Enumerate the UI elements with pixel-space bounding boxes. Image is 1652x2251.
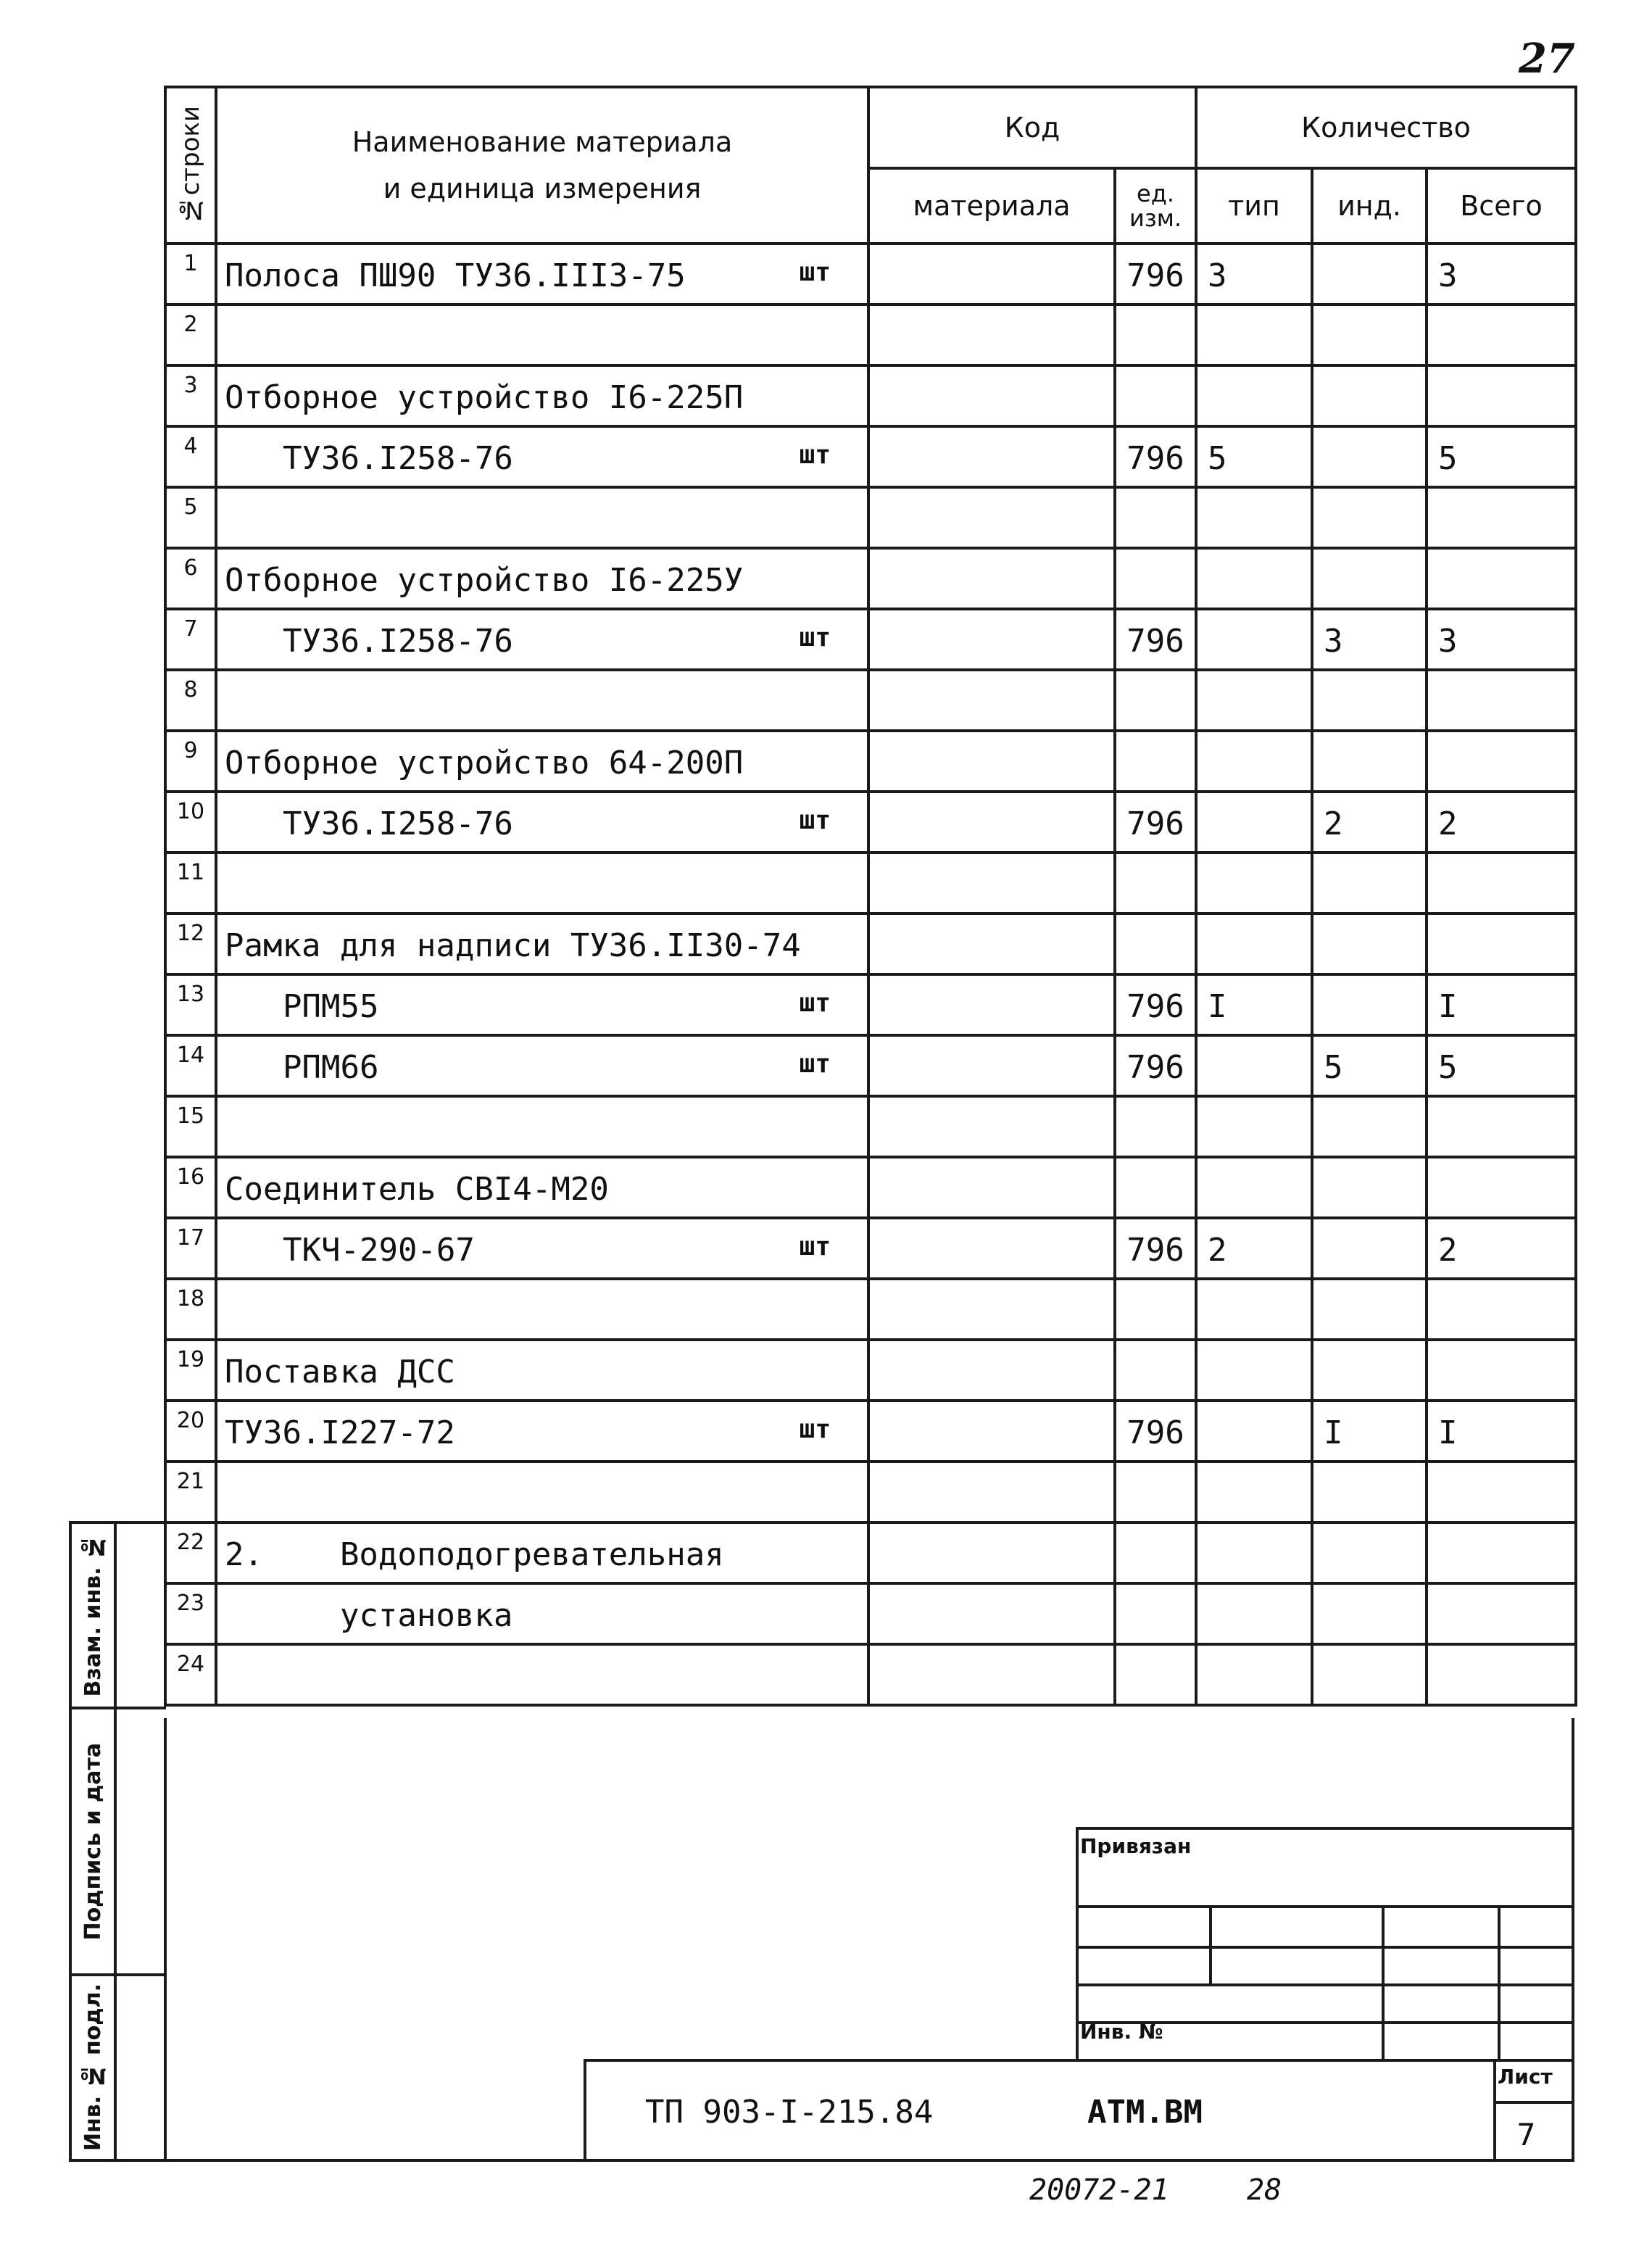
material-name-cell: [216, 1644, 868, 1705]
material-name: ТУ36.I258-76: [283, 623, 513, 660]
unit-code: [1115, 913, 1196, 974]
row-number: 10: [165, 792, 216, 853]
qty-type: [1196, 670, 1312, 731]
unit-label: шт: [799, 257, 831, 287]
qty-ind: 2: [1312, 792, 1427, 853]
material-name: установка: [225, 1597, 513, 1634]
document-code: ТП 903-I-215.84: [645, 2094, 934, 2131]
material-code: [868, 731, 1115, 792]
qty-ind: I: [1312, 1401, 1427, 1462]
vzam-inv-cell: Взам. инв. №: [72, 1524, 117, 1707]
row-number: 19: [165, 1340, 216, 1401]
margin-stamp: [69, 1521, 166, 2162]
material-code: [868, 1218, 1115, 1279]
qty-type: [1196, 1157, 1312, 1218]
table-row: [165, 670, 1576, 731]
material-code: [868, 670, 1115, 731]
quantity-header: Количество: [1196, 87, 1576, 168]
qty-total: [1427, 1279, 1576, 1340]
material-code: [868, 609, 1115, 670]
qty-ind: [1312, 304, 1427, 365]
material-name: Отборное устройство 64-200П: [225, 745, 744, 782]
footer-order-number: 20072-21: [1029, 2173, 1169, 2207]
name-header-line2: и единица измерения: [383, 173, 702, 204]
unit-code: [1115, 853, 1196, 913]
qty-type: [1196, 304, 1312, 365]
unit-code: [1115, 1157, 1196, 1218]
qty-type: [1196, 1522, 1312, 1583]
qty-total: 3: [1427, 244, 1576, 304]
qty-total: [1427, 1340, 1576, 1401]
material-name-cell: [216, 244, 868, 304]
qty-ind: [1312, 974, 1427, 1035]
qty-ind: [1312, 1522, 1427, 1583]
material-name-cell: [216, 426, 868, 487]
unit-label: шт: [799, 988, 831, 1018]
name-header: [216, 87, 868, 244]
unit-label: шт: [799, 1232, 831, 1261]
material-code: [868, 1644, 1115, 1705]
unit-code: 796: [1115, 1401, 1196, 1462]
table-row: [165, 853, 1576, 913]
table-row: [165, 731, 1576, 792]
material-name: ТУ36.I258-76: [283, 805, 513, 842]
total-qty-header: Всего: [1427, 168, 1576, 244]
qty-type: [1196, 365, 1312, 426]
qty-ind: [1312, 1279, 1427, 1340]
qty-ind: [1312, 1218, 1427, 1279]
inv-number-label: Инв. №: [1080, 2020, 1163, 2044]
ind-qty-header: инд.: [1312, 168, 1427, 244]
qty-ind: [1312, 1583, 1427, 1644]
material-code: [868, 548, 1115, 609]
material-name-cell: [216, 1340, 868, 1401]
material-code: [868, 426, 1115, 487]
qty-total: [1427, 1462, 1576, 1522]
material-name-cell: [216, 913, 868, 974]
material-code: [868, 792, 1115, 853]
material-name-cell: [216, 853, 868, 913]
material-name-cell: [216, 365, 868, 426]
table-row: [165, 1340, 1576, 1401]
qty-ind: [1312, 365, 1427, 426]
table-row: [165, 304, 1576, 365]
material-code: [868, 1157, 1115, 1218]
unit-code: 796: [1115, 426, 1196, 487]
qty-total: 2: [1427, 792, 1576, 853]
material-code: [868, 1522, 1115, 1583]
row-number: 12: [165, 913, 216, 974]
row-number: 7: [165, 609, 216, 670]
qty-total: [1427, 853, 1576, 913]
qty-type: [1196, 913, 1312, 974]
row-number: 20: [165, 1401, 216, 1462]
qty-type: I: [1196, 974, 1312, 1035]
material-name: Рамка для надписи ТУ36.II30-74: [225, 927, 801, 964]
material-code: [868, 1462, 1115, 1522]
table-row: [165, 548, 1576, 609]
row-number: 21: [165, 1462, 216, 1522]
qty-total: [1427, 1583, 1576, 1644]
qty-total: [1427, 731, 1576, 792]
row-number: 6: [165, 548, 216, 609]
frame-right-border: [1572, 1718, 1574, 2162]
qty-ind: [1312, 853, 1427, 913]
material-name-cell: [216, 609, 868, 670]
table-row: [165, 974, 1576, 1035]
material-name-cell: [216, 1583, 868, 1644]
unit-code: [1115, 365, 1196, 426]
qty-type: 5: [1196, 426, 1312, 487]
unit-code: [1115, 548, 1196, 609]
unit-code: 796: [1115, 1218, 1196, 1279]
qty-type: [1196, 1279, 1312, 1340]
unit-label: шт: [799, 805, 831, 835]
unit-label: шт: [799, 440, 831, 470]
table-row: [165, 792, 1576, 853]
unit-code: [1115, 1340, 1196, 1401]
qty-total: [1427, 1157, 1576, 1218]
qty-total: [1427, 1096, 1576, 1157]
material-code: [868, 1401, 1115, 1462]
material-name-cell: [216, 1462, 868, 1522]
row-number: 5: [165, 487, 216, 548]
material-code: [868, 487, 1115, 548]
qty-type: [1196, 731, 1312, 792]
unit-code: [1115, 1522, 1196, 1583]
qty-type: [1196, 1583, 1312, 1644]
qty-ind: [1312, 731, 1427, 792]
material-code: [868, 1035, 1115, 1096]
qty-type: [1196, 1035, 1312, 1096]
material-name: 2. Водоподогревательная: [225, 1536, 724, 1573]
material-code: [868, 913, 1115, 974]
material-name: Отборное устройство I6-225П: [225, 379, 744, 416]
row-number: 11: [165, 853, 216, 913]
qty-ind: [1312, 426, 1427, 487]
material-name-cell: [216, 974, 868, 1035]
table-row: [165, 1522, 1576, 1583]
row-number: 4: [165, 426, 216, 487]
sheet-number: 7: [1516, 2117, 1536, 2152]
material-code: [868, 365, 1115, 426]
type-qty-header: тип: [1196, 168, 1312, 244]
unit-label: шт: [799, 623, 831, 652]
material-code: [868, 853, 1115, 913]
footer-page-number: 28: [1247, 2173, 1282, 2207]
qty-ind: [1312, 913, 1427, 974]
material-name-cell: [216, 670, 868, 731]
material-name-cell: [216, 1035, 868, 1096]
unit-code: [1115, 731, 1196, 792]
unit-code: 796: [1115, 974, 1196, 1035]
specification-table: [164, 86, 1577, 1707]
qty-total: [1427, 487, 1576, 548]
unit-code: 796: [1115, 244, 1196, 304]
page-number: 27: [1519, 35, 1575, 83]
material-name-cell: [216, 304, 868, 365]
sheet-label: Лист: [1498, 2065, 1553, 2089]
qty-ind: 5: [1312, 1035, 1427, 1096]
qty-type: [1196, 1096, 1312, 1157]
table-row: [165, 365, 1576, 426]
unit-code: 796: [1115, 792, 1196, 853]
unit-code: [1115, 1583, 1196, 1644]
row-number: 1: [165, 244, 216, 304]
qty-ind: [1312, 244, 1427, 304]
row-number: 15: [165, 1096, 216, 1157]
privyazan-label: Привязан: [1080, 1834, 1192, 1858]
material-name: Отборное устройство I6-225У: [225, 562, 744, 599]
material-name-cell: [216, 1096, 868, 1157]
row-number: 17: [165, 1218, 216, 1279]
qty-total: [1427, 304, 1576, 365]
qty-ind: [1312, 1340, 1427, 1401]
unit-code: [1115, 1279, 1196, 1340]
material-name: РПМ66: [283, 1049, 379, 1086]
material-name: Поставка ДСС: [225, 1353, 455, 1390]
row-number: 3: [165, 365, 216, 426]
material-name: ТУ36.I227-72: [225, 1414, 455, 1451]
table-row: [165, 1583, 1576, 1644]
material-code: [868, 1096, 1115, 1157]
table-row: [165, 609, 1576, 670]
table-row: [165, 1035, 1576, 1096]
unit-code: [1115, 1644, 1196, 1705]
qty-ind: [1312, 1462, 1427, 1522]
qty-ind: [1312, 487, 1427, 548]
qty-ind: [1312, 548, 1427, 609]
row-number: 24: [165, 1644, 216, 1705]
qty-type: [1196, 792, 1312, 853]
material-name-cell: [216, 1157, 868, 1218]
material-name: РПМ55: [283, 988, 379, 1025]
qty-total: [1427, 1522, 1576, 1583]
unit-label: шт: [799, 1414, 831, 1444]
document-mark: АТМ.ВМ: [1087, 2094, 1203, 2131]
qty-total: I: [1427, 974, 1576, 1035]
unit-label: шт: [799, 1049, 831, 1079]
qty-ind: 3: [1312, 609, 1427, 670]
qty-total: [1427, 670, 1576, 731]
material-code: [868, 304, 1115, 365]
qty-type: 3: [1196, 244, 1312, 304]
table-row: [165, 1279, 1576, 1340]
qty-total: 5: [1427, 1035, 1576, 1096]
qty-total: 3: [1427, 609, 1576, 670]
qty-type: [1196, 1462, 1312, 1522]
material-name: Соединитель СВI4-М20: [225, 1171, 609, 1208]
qty-total: [1427, 1644, 1576, 1705]
code-header: Код: [868, 87, 1196, 168]
row-number: 16: [165, 1157, 216, 1218]
inv-podl-cell: Инв. № подл.: [72, 1976, 117, 2159]
qty-type: [1196, 1340, 1312, 1401]
qty-ind: [1312, 1157, 1427, 1218]
row-number: 22: [165, 1522, 216, 1583]
unit-code: [1115, 304, 1196, 365]
material-name-cell: [216, 1279, 868, 1340]
qty-type: [1196, 487, 1312, 548]
material-code: [868, 1279, 1115, 1340]
table-row: [165, 244, 1576, 304]
table-row: [165, 1401, 1576, 1462]
material-name-cell: [216, 1218, 868, 1279]
qty-total: [1427, 913, 1576, 974]
qty-total: 5: [1427, 426, 1576, 487]
material-name: ТКЧ-290-67: [283, 1232, 475, 1269]
signature-date-cell: Подпись и дата: [72, 1709, 117, 1973]
frame-left-border: [164, 1718, 167, 2162]
unit-code: 796: [1115, 609, 1196, 670]
row-number: 9: [165, 731, 216, 792]
name-header-line1: Наименование материала: [352, 126, 733, 158]
row-number-header: №строки: [165, 87, 216, 244]
material-code: [868, 974, 1115, 1035]
material-code: [868, 244, 1115, 304]
table-row: [165, 1644, 1576, 1705]
material-name-cell: [216, 792, 868, 853]
qty-type: [1196, 853, 1312, 913]
row-number: 23: [165, 1583, 216, 1644]
material-name-cell: [216, 548, 868, 609]
unit-code: [1115, 1462, 1196, 1522]
unit-code: [1115, 1096, 1196, 1157]
row-number: 2: [165, 304, 216, 365]
material-code: [868, 1583, 1115, 1644]
table-row: [165, 1218, 1576, 1279]
material-name: Полоса ПШ90 ТУ36.IIIЗ-75: [225, 257, 686, 294]
material-name-cell: [216, 487, 868, 548]
qty-total: [1427, 548, 1576, 609]
row-number: 13: [165, 974, 216, 1035]
table-row: [165, 1462, 1576, 1522]
material-code: [868, 1340, 1115, 1401]
unit-code: [1115, 670, 1196, 731]
table-row: [165, 1157, 1576, 1218]
qty-total: 2: [1427, 1218, 1576, 1279]
material-code-header: материала: [868, 168, 1115, 244]
material-name-cell: [216, 731, 868, 792]
qty-type: [1196, 609, 1312, 670]
qty-type: [1196, 1644, 1312, 1705]
unit-code: 796: [1115, 1035, 1196, 1096]
table-row: [165, 1096, 1576, 1157]
table-row: [165, 426, 1576, 487]
row-number: 14: [165, 1035, 216, 1096]
row-number: 8: [165, 670, 216, 731]
frame-bottom-border: [164, 2159, 1574, 2162]
unit-code-header: ед. изм.: [1115, 168, 1196, 244]
row-number: 18: [165, 1279, 216, 1340]
qty-type: [1196, 548, 1312, 609]
material-name: ТУ36.I258-76: [283, 440, 513, 477]
qty-total: [1427, 365, 1576, 426]
material-name-cell: [216, 1401, 868, 1462]
qty-type: [1196, 1401, 1312, 1462]
qty-type: 2: [1196, 1218, 1312, 1279]
table-row: [165, 487, 1576, 548]
table-row: [165, 913, 1576, 974]
material-name-cell: [216, 1522, 868, 1583]
qty-total: I: [1427, 1401, 1576, 1462]
unit-code: [1115, 487, 1196, 548]
qty-ind: [1312, 670, 1427, 731]
qty-ind: [1312, 1644, 1427, 1705]
qty-ind: [1312, 1096, 1427, 1157]
